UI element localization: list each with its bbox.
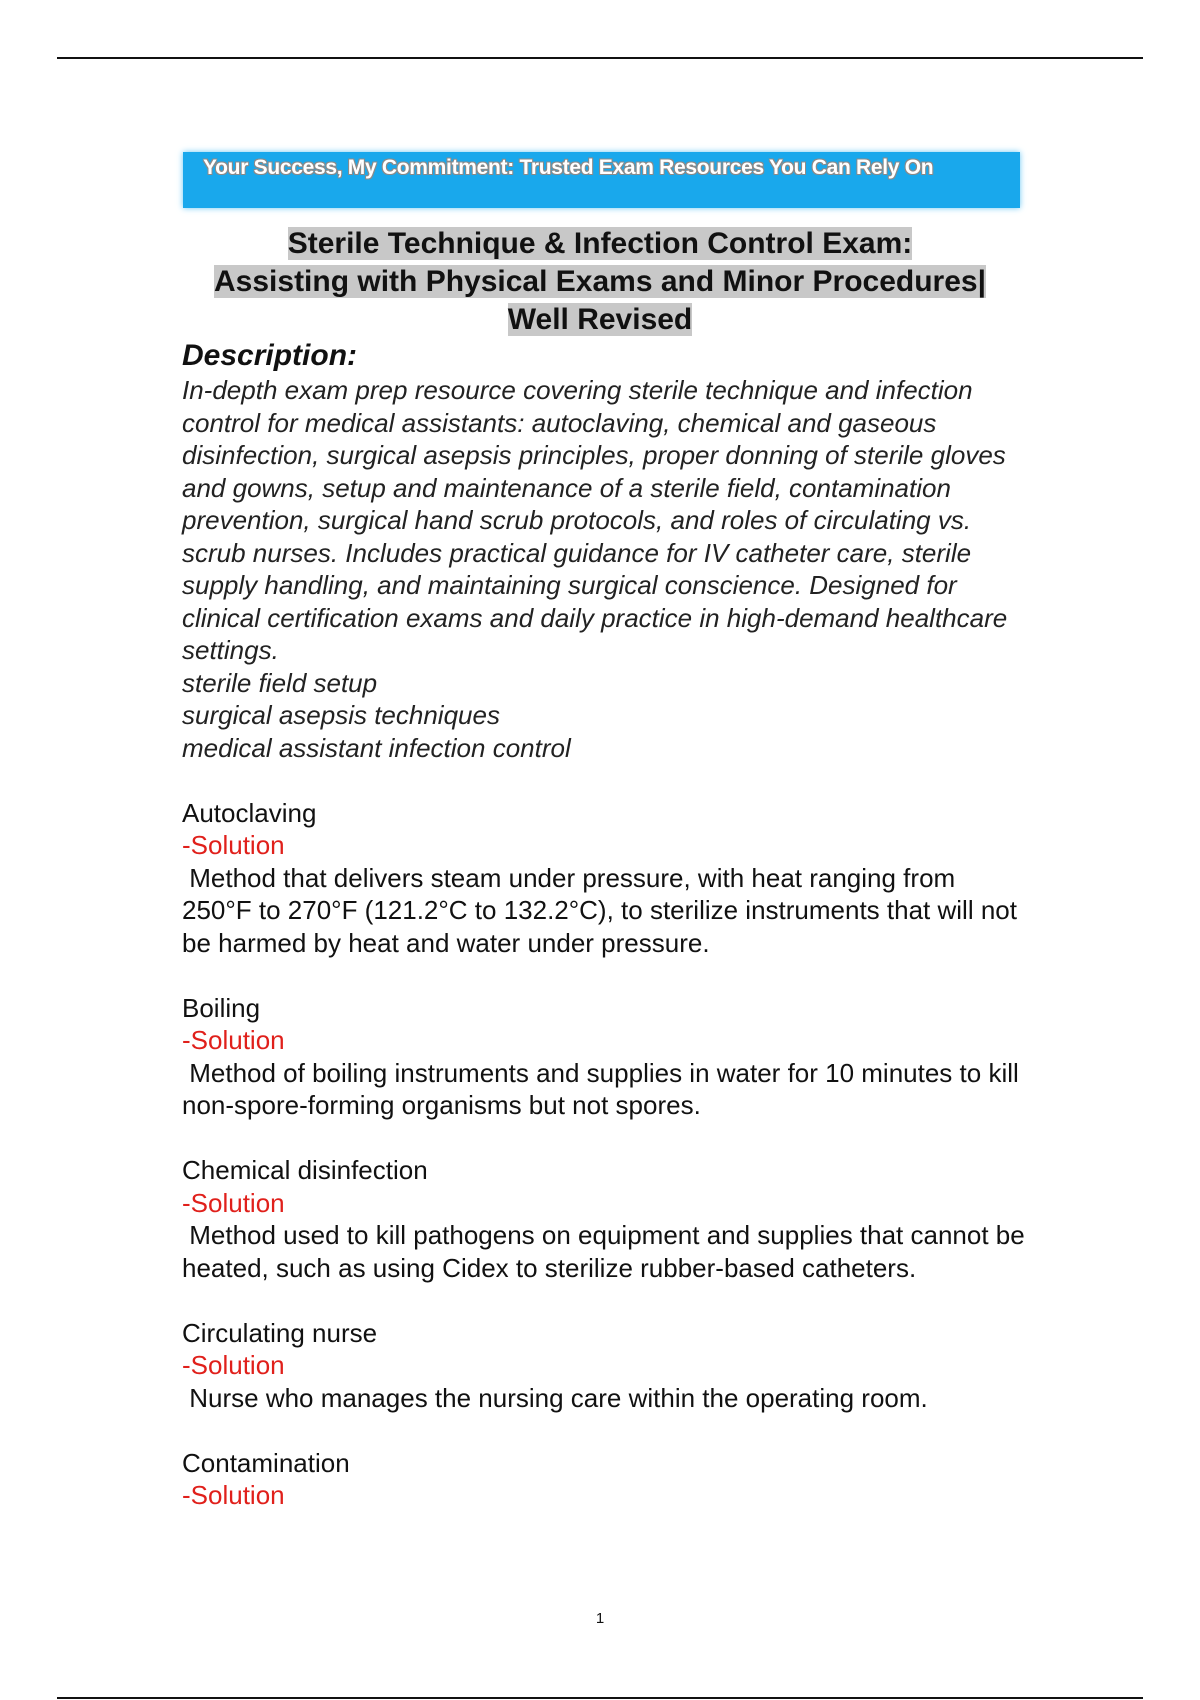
title-line-2: Assisting with Physical Exams and Minor Procedures| — [214, 265, 986, 298]
qa-entry — [182, 992, 1032, 1122]
definition: Method used to kill pathogens on equipment and supplies that cannot be heated, such as using Cidex to sterilize rubber-based catheters. — [182, 1220, 1025, 1283]
description-text: In-depth exam prep resource covering sterile technique and infection control for medical assistants: autoclaving, chemical and gaseous disinfection, surgical asepsis principles, proper donning of sterile gloves and gowns, setup and maintenance of a sterile field, contamination prevention, surgical hand scrub protocols, and roles of circulating vs. scrub nurses. Includes practical guidance for IV catheter care, sterile supply handling, and maintaining surgical conscience. Designed for clinical certification exams and daily practice in high-demand healthcare settings. — [182, 375, 1008, 665]
banner — [183, 152, 1020, 208]
solution-label: -Solution — [182, 1025, 285, 1055]
keyword: surgical asepsis techniques — [182, 700, 500, 730]
title-line-3: Well Revised — [507, 303, 693, 336]
term: Autoclaving — [182, 797, 317, 828]
content — [182, 338, 1032, 1512]
solution-label: -Solution — [182, 1187, 285, 1218]
term: Chemical disinfection — [182, 1155, 428, 1185]
solution-label: -Solution — [182, 1350, 285, 1380]
title-line-1: Sterile Technique & Infection Control Exam: — [287, 227, 913, 260]
keyword: sterile field setup — [182, 667, 378, 698]
definition: Method of boiling instruments and supplies in water for 10 minutes to kill non-spore-forming organisms but not spores. — [182, 1057, 1019, 1120]
qa-entry — [182, 797, 1032, 960]
term: Contamination — [182, 1447, 350, 1478]
banner-text: Your Success, My Commitment: Trusted Exam Resources You Can Rely On — [203, 156, 934, 179]
term: Boiling — [182, 992, 261, 1023]
solution-label: -Solution — [182, 1480, 285, 1510]
definition: Method that delivers steam under pressure, with heat ranging from 250°F to 270°F (121.2°C to 132.2°C), to sterilize instruments that will not be harmed by heat and water under pressure. — [182, 862, 1017, 958]
term: Circulating nurse — [182, 1317, 378, 1348]
definition: Nurse who manages the nursing care within the operating room. — [189, 1382, 928, 1413]
top-rule — [57, 57, 1143, 59]
qa-entry — [182, 1447, 1032, 1512]
qa-entry — [182, 1154, 1032, 1284]
page-number: 1 — [595, 1610, 605, 1627]
solution-label: -Solution — [182, 830, 285, 860]
bottom-rule — [57, 1697, 1143, 1699]
qa-entry — [182, 1317, 1032, 1415]
document-title — [150, 225, 1050, 339]
description-heading: Description: — [182, 339, 358, 372]
keyword: medical assistant infection control — [182, 732, 571, 763]
